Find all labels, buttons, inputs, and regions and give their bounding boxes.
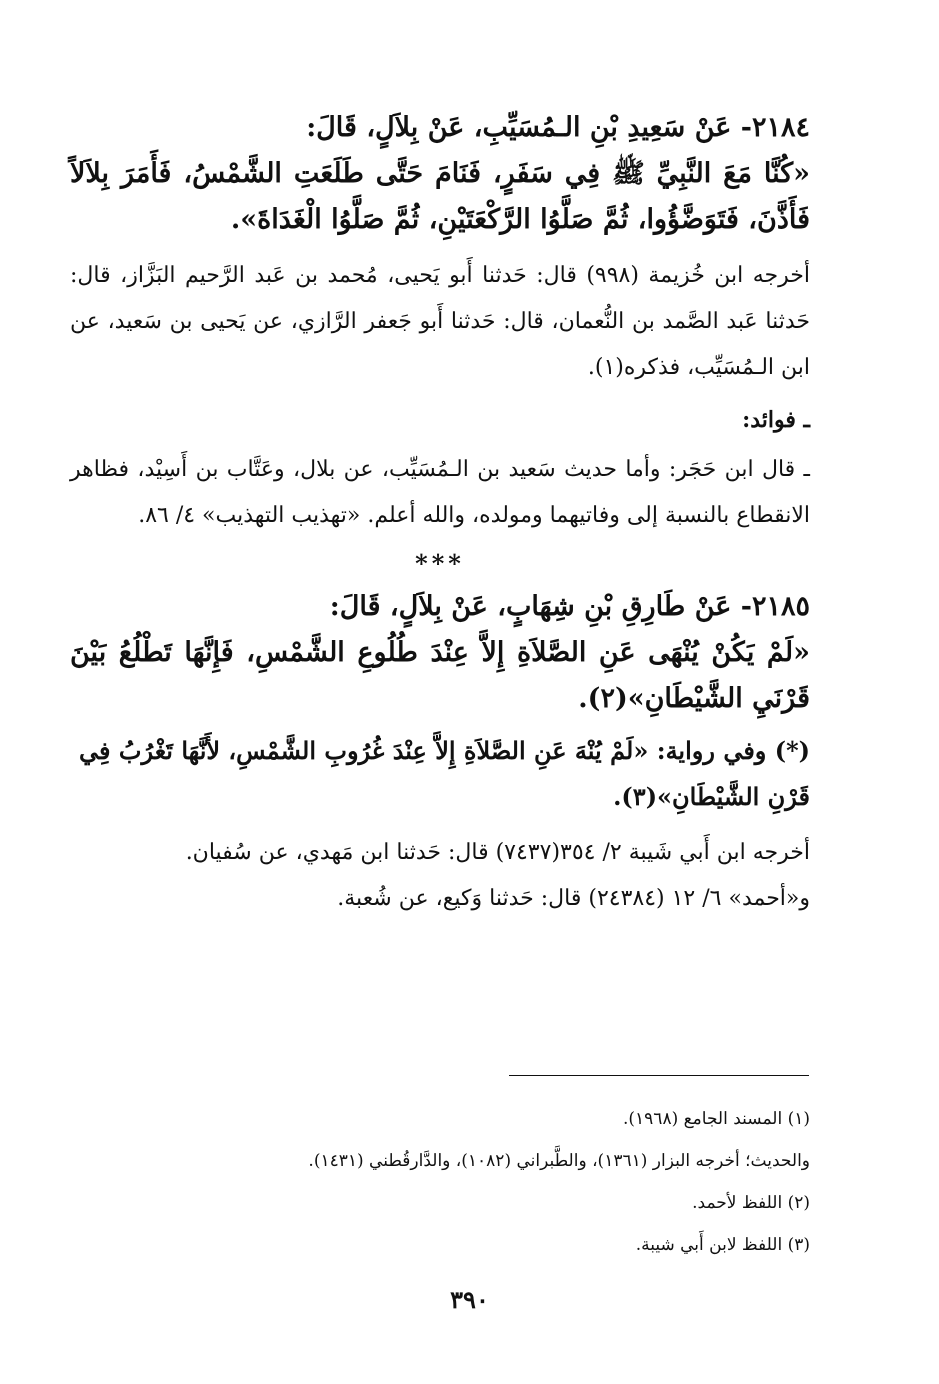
hadith-2185-heading: ٢١٨٥- عَنْ طَارِقِ بْنِ شِهَابٍ، عَنْ بِلاَلٍ، قَالَ: — [329, 591, 810, 622]
hadith-2184-heading: ٢١٨٤- عَنْ سَعِيدِ بْنِ الـمُسَيِّبِ، عَنْ بِلاَلٍ، قَالَ: — [306, 112, 810, 143]
fawaid-title: ـ فوائد: — [742, 407, 810, 433]
footnote-divider — [509, 1075, 809, 1076]
page-body — [70, 105, 810, 922]
footnote-1: (١) المسند الجامع (١٩٦٨). — [623, 1109, 810, 1129]
footnotes — [130, 1098, 810, 1266]
fawaid-text: ـ قال ابن حَجَر: وأما حديث سَعيد بن الـمُسَيِّب، عن بلال، وعَتَّاب بن أَسِيْد، فظاهر الانقطاع بالنسبة إلى وفاتيهما ومولده، والله أعلم. «تهذيب التهذيب» ٤/ ٨٦. — [70, 457, 810, 528]
section-separator: *** — [415, 549, 465, 578]
hadith-2185-takhrij-1: أخرجه ابن أَبي شَيبة ٢/ ٣٥٤(٧٤٣٧) قال: حَدثنا ابن مَهدي، عن سُفيان. — [185, 840, 810, 865]
hadith-2184-matn: «كُنَّا مَعَ النَّبِيِّ ﷺ فِي سَفَرٍ، فَنَامَ حَتَّى طَلَعَتِ الشَّمْسُ، فَأَمَرَ بِلاَلاً فَأَذَّنَ، فَتَوَضَّؤُوا، ثُمَّ صَلَّوُا الرَّكْعَتَيْنِ، ثُمَّ صَلَّوُا الْغَدَاةَ». — [70, 158, 810, 235]
page-number: ٣٩٠ — [450, 1285, 489, 1314]
hadith-2185-takhrij-2: و«أحمد» ٦/ ١٢ (٢٤٣٨٤) قال: حَدثنا وَكيع، عن شُعبة. — [337, 886, 810, 911]
footnote-1-continuation: والحديث؛ أخرجه البزار (١٣٦١)، والطَّبراني (١٠٨٢)، والدَّارقُطني (١٤٣١). — [308, 1151, 810, 1171]
hadith-2184-takhrij: أخرجه ابن خُزيمة (٩٩٨) قال: حَدثنا أَبو يَحيى، مُحمد بن عَبد الرَّحيم البَزَّاز، قال: حَدثنا عَبد الصَّمد بن النُّعمان، قال: حَدثنا أَبو جَعفر الرَّازي، عن يَحيى بن سَعيد، عن ابن الـمُسَيِّب، فذكره(١). — [70, 263, 810, 380]
hadith-2185-matn: «لَمْ يَكُنْ يُنْهَى عَنِ الصَّلاَةِ إِلاَّ عِنْدَ طُلُوعِ الشَّمْسِ، فَإِنَّهَا تَطْلُعُ بَيْنَ قَرْنَيِ الشَّيْطَانِ»(٢). — [70, 637, 810, 714]
hadith-2185-riwaya: (*) وفي رواية: «لَمْ يُنْهَ عَنِ الصَّلاَةِ إِلاَّ عِنْدَ غُرُوبِ الشَّمْسِ، لأَنَّهَا تَغْرُبُ فِي قَرْنِ الشَّيْطَانِ»(٣). — [79, 736, 810, 811]
footnote-2: (٢) اللفظ لأحمد. — [692, 1193, 810, 1213]
footnote-3: (٣) اللفظ لابن أَبي شيبة. — [635, 1235, 810, 1255]
